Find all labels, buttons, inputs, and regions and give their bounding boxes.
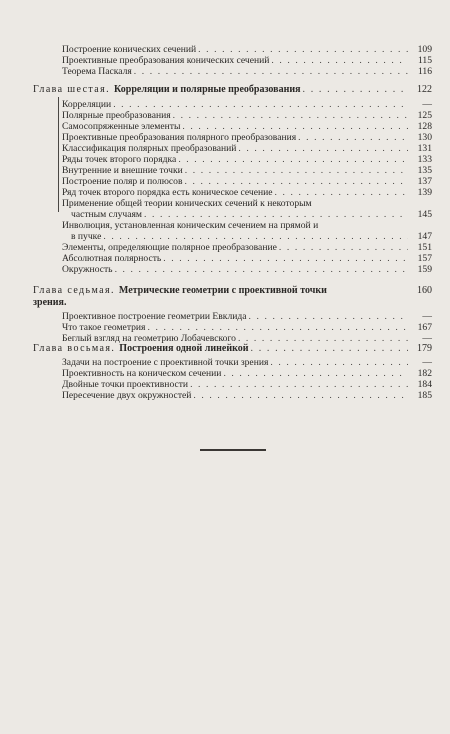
entry-title: Корреляции <box>62 99 112 110</box>
toc-entry <box>62 55 432 66</box>
toc-entry <box>62 253 432 264</box>
leader-dots <box>271 55 408 66</box>
toc-entry <box>62 242 432 253</box>
chapter-title-line: зрения. <box>33 297 67 308</box>
toc-entry <box>62 176 432 187</box>
entry-page: 135 <box>417 165 432 176</box>
leader-dots <box>279 242 408 253</box>
toc-entry <box>62 99 432 110</box>
toc-entry <box>62 44 432 55</box>
entry-title: Проективное построение геометрии Евклида <box>62 311 247 322</box>
entry-page: 125 <box>417 110 432 121</box>
toc-entry <box>62 368 432 379</box>
toc-entry <box>62 311 432 322</box>
toc-entry <box>62 132 432 143</box>
entry-page: — <box>422 357 432 368</box>
leader-dots <box>303 84 408 95</box>
entry-title: Построение конических сечений <box>62 44 197 55</box>
toc-entry <box>62 121 432 132</box>
entry-page: 151 <box>417 242 432 253</box>
toc-entry <box>62 110 432 121</box>
entry-title: частным случаям <box>71 209 142 220</box>
entry-title: Самосопряженные элементы <box>62 121 181 132</box>
entry-page: 145 <box>417 209 432 220</box>
entry-title: Двойные точки проективности <box>62 379 189 390</box>
entry-page: 130 <box>417 132 432 143</box>
entry-title: Ряд точек второго порядка есть коническое сечение <box>62 187 273 198</box>
chapter-page: 122 <box>417 84 432 95</box>
leader-dots <box>115 264 408 275</box>
chapter-title: Корреляции и полярные преобразования <box>114 84 301 95</box>
entry-title: Пересечение двух окружностей <box>62 390 192 401</box>
entry-page: 109 <box>417 44 432 55</box>
separator-rule <box>200 449 266 451</box>
entry-title: Абсолютная полярность <box>62 253 162 264</box>
entry-page: — <box>422 333 432 344</box>
bracket-line <box>58 97 59 212</box>
leader-dots <box>298 132 408 143</box>
entry-page: 128 <box>417 121 432 132</box>
toc-entry <box>62 66 432 77</box>
chapter-page: 160 <box>417 285 432 296</box>
leader-dots <box>113 99 408 110</box>
entry-page: — <box>422 99 432 110</box>
toc-entry <box>62 165 432 176</box>
entry-title: Теорема Паскаля <box>62 66 132 77</box>
leader-dots <box>178 154 408 165</box>
leader-dots <box>275 187 408 198</box>
toc-entry <box>62 187 432 198</box>
entry-page: 147 <box>417 231 432 242</box>
leader-dots <box>249 311 408 322</box>
leader-dots <box>103 231 408 242</box>
entry-title: Проективные преобразования конических сечений <box>62 55 270 66</box>
toc-entry <box>62 390 432 401</box>
entry-title: Построение поляр и полюсов <box>62 176 183 187</box>
toc-entry <box>62 143 432 154</box>
leader-dots <box>270 357 408 368</box>
leader-dots <box>173 110 408 121</box>
entry-title: Что такое геометрия <box>62 322 146 333</box>
entry-page: 116 <box>417 66 432 77</box>
entry-page: 167 <box>417 322 432 333</box>
chapter-title: Построения одной линейкой <box>119 343 249 354</box>
leader-dots <box>238 143 408 154</box>
entry-page: 131 <box>417 143 432 154</box>
chapter-heading <box>33 84 432 95</box>
toc-entry <box>62 322 432 333</box>
entry-page: 185 <box>417 390 432 401</box>
leader-dots <box>251 343 408 354</box>
entry-page: 137 <box>417 176 432 187</box>
leader-dots <box>147 322 408 333</box>
leader-dots <box>182 121 408 132</box>
toc-entry <box>62 154 432 165</box>
entry-title: Элементы, определяющие полярное преобразование <box>62 242 277 253</box>
leader-dots <box>185 176 408 187</box>
toc-entry <box>62 209 432 220</box>
entry-title: Беглый взгляд на геометрию Лобачевского <box>62 333 236 344</box>
toc-entry <box>62 379 432 390</box>
chapter-page: 179 <box>417 343 432 354</box>
entry-page: 184 <box>417 379 432 390</box>
entry-page: 115 <box>417 55 432 66</box>
entry-title-line: Инволюция, установленная коническим сечением на прямой и <box>62 220 319 231</box>
entry-title: Классификация полярных преобразований <box>62 143 237 154</box>
toc-entry <box>62 231 432 242</box>
chapter-label: Глава седьмая. <box>33 285 115 296</box>
entry-page: 157 <box>417 253 432 264</box>
entry-title: Ряды точек второго порядка <box>62 154 177 165</box>
leader-dots <box>134 66 408 77</box>
leader-dots <box>163 253 408 264</box>
toc-entry <box>62 357 432 368</box>
toc-entry <box>62 264 432 275</box>
leader-dots <box>185 165 408 176</box>
entry-title: Окружность <box>62 264 113 275</box>
entry-title: в пучке <box>71 231 102 242</box>
leader-dots <box>144 209 408 220</box>
leader-dots <box>223 368 408 379</box>
entry-page: 139 <box>417 187 432 198</box>
entry-page: 182 <box>417 368 432 379</box>
chapter-label: Глава восьмая. <box>33 343 116 354</box>
leader-dots <box>190 379 408 390</box>
chapter-label: Глава шестая. <box>33 84 111 95</box>
chapter-title: Метрические геометрии с проективной точки <box>118 285 327 296</box>
entry-title: Проективные преобразования полярного преобразования <box>62 132 297 143</box>
leader-dots <box>198 44 408 55</box>
chapter-heading <box>33 343 432 354</box>
entry-title-line: Применение общей теории конических сечений к некоторым <box>62 198 312 209</box>
entry-title: Полярные преобразования <box>62 110 171 121</box>
chapter-heading <box>33 285 432 296</box>
entry-title: Внутренние и внешние точки <box>62 165 183 176</box>
entry-title: Проективность на коническом сечении <box>62 368 222 379</box>
entry-page: 133 <box>417 154 432 165</box>
entry-title: Задачи на построение с проективной точки зрения <box>62 357 269 368</box>
leader-dots <box>193 390 408 401</box>
entry-page: 159 <box>417 264 432 275</box>
entry-page: — <box>422 311 432 322</box>
